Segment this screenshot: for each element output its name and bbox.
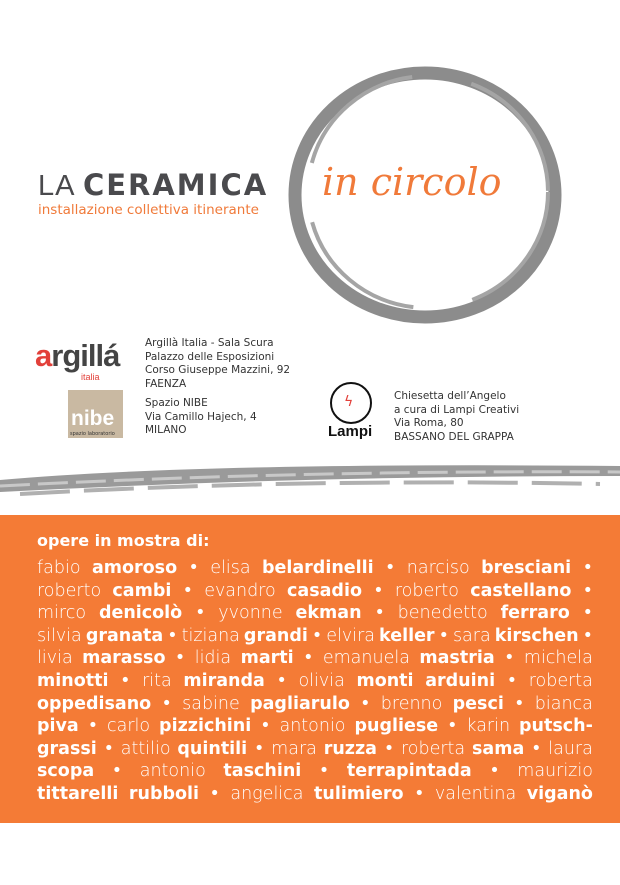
artist-surname: ruzza: [323, 738, 377, 759]
artist-surname: pizzichini: [159, 716, 252, 737]
artist-firstname: emanuela: [322, 648, 410, 669]
artist-firstname: karin: [466, 716, 511, 737]
artist-surname: grassi: [37, 738, 97, 759]
separator-bullet: •: [374, 603, 385, 624]
artist-surname: castellano: [470, 580, 572, 601]
separator-bullet: •: [87, 716, 99, 737]
artist-surname: taschini: [223, 761, 302, 782]
artist-line: [37, 783, 593, 806]
artist-firstname: benedetto: [397, 603, 488, 624]
artist-surname: monti: [356, 670, 414, 691]
artist-surname: pesci: [452, 693, 504, 714]
artist-firstname: roberta: [400, 738, 466, 759]
artist-firstname: valentina: [434, 783, 517, 804]
separator-bullet: •: [383, 738, 395, 759]
separator-bullet: •: [504, 648, 515, 669]
artist-surname: marti: [240, 648, 294, 669]
artist-firstname: sabine: [182, 693, 240, 714]
separator-bullet: •: [111, 761, 123, 782]
separator-bullet: •: [414, 783, 425, 804]
artist-firstname: roberto: [37, 580, 102, 601]
artist-surname: tulimiero: [314, 783, 404, 804]
address-line: a cura di Lampi Creativi: [394, 403, 520, 416]
artist-firstname: rita: [142, 670, 172, 691]
artist-line: [37, 557, 593, 580]
artist-surname: miranda: [183, 670, 265, 691]
artist-surname: cambi: [112, 580, 172, 601]
artist-surname: bresciani: [481, 558, 572, 578]
artist-surname: ferraro: [500, 603, 570, 624]
logo-sub: italia: [81, 372, 100, 382]
brush-circle-graphic: [0, 0, 620, 330]
artist-surname: oppedisano: [37, 693, 152, 714]
venue-argilla-address: [145, 337, 290, 391]
separator-bullet: •: [167, 625, 178, 646]
artist-line: [37, 625, 593, 648]
argilla-logo: argillá italia: [35, 338, 120, 382]
separator-bullet: •: [318, 761, 330, 782]
separator-bullet: •: [311, 625, 323, 646]
separator-bullet: •: [514, 693, 525, 714]
lampi-creativi-logo: [328, 382, 374, 440]
logo-text: nibe: [71, 407, 115, 430]
artist-firstname: mara: [271, 738, 317, 759]
separator-bullet: •: [174, 648, 186, 669]
address-line: Corso Giuseppe Mazzini, 92: [145, 364, 291, 376]
artist-line: [37, 715, 593, 738]
separator-bullet: •: [276, 670, 287, 691]
artist-firstname: bianca: [534, 693, 593, 714]
separator-bullet: •: [209, 783, 220, 804]
artists-panel: [0, 515, 620, 823]
artist-surname: pugliese: [354, 716, 439, 737]
artist-line: [37, 760, 593, 783]
artist-surname: keller: [379, 625, 435, 646]
artist-surname: mastria: [419, 648, 495, 669]
separator-bullet: •: [195, 603, 206, 624]
artist-firstname: olivia: [298, 670, 345, 691]
artist-surname: scopa: [37, 761, 95, 782]
artist-surname: kirschen: [494, 625, 579, 646]
venue-nibe-address: [145, 397, 257, 438]
artist-line: [37, 670, 593, 693]
artists-list: [37, 557, 593, 806]
artist-line: [37, 602, 593, 625]
address-line: Argillà Italia - Sala Scura: [145, 337, 274, 349]
artist-surname: pagliarulo: [250, 693, 350, 714]
separator-bullet: •: [506, 670, 518, 691]
artist-surname: minotti: [37, 670, 109, 691]
artist-firstname: tiziana: [181, 625, 240, 646]
artist-firstname: narciso: [406, 558, 470, 578]
separator-bullet: •: [582, 625, 593, 646]
artist-line: [37, 693, 593, 716]
artist-firstname: laura: [548, 738, 593, 759]
artist-firstname: lidia: [194, 648, 232, 669]
artist-surname: piva: [37, 716, 79, 737]
artist-surname: amoroso: [91, 558, 178, 578]
separator-bullet: •: [303, 648, 314, 669]
logo-sub: spazio laboratorio: [70, 431, 115, 437]
artist-firstname: evandro: [204, 580, 276, 601]
artist-surname: marasso: [82, 648, 166, 669]
title-prefix: LA: [38, 170, 74, 202]
artist-firstname: mirco: [37, 603, 87, 624]
artist-surname: terrapintada: [346, 761, 472, 782]
separator-bullet: •: [254, 738, 265, 759]
artist-firstname: michela: [523, 648, 593, 669]
artist-firstname: angelica: [230, 783, 304, 804]
address-line: FAENZA: [145, 377, 187, 390]
artist-surname: arduini: [425, 670, 496, 691]
artist-firstname: attilio: [120, 738, 171, 759]
subtitle: installazione collettiva itinerante: [38, 202, 259, 218]
artist-surname: granata: [85, 625, 164, 646]
artist-firstname: fabio: [37, 558, 81, 578]
artist-surname: belardinelli: [261, 558, 374, 578]
artist-surname: grandi: [243, 625, 308, 646]
artist-surname: ekman: [295, 603, 362, 624]
artist-firstname: roberto: [394, 580, 459, 601]
brush-stroke-graphic: [0, 450, 620, 510]
artist-firstname: elvira: [326, 625, 376, 646]
artist-surname: rubboli: [128, 783, 200, 804]
title: [38, 170, 268, 201]
separator-bullet: •: [582, 558, 593, 578]
artist-surname: quintili: [177, 738, 248, 759]
artist-firstname: antonio: [279, 716, 346, 737]
address-line: Spazio NIBE: [145, 397, 208, 409]
separator-bullet: •: [120, 670, 131, 691]
artist-line: [37, 738, 593, 761]
artist-line: [37, 580, 593, 603]
separator-bullet: •: [447, 716, 458, 737]
address-line: Via Camillo Hajech, 4: [145, 410, 257, 423]
artist-firstname: carlo: [106, 716, 151, 737]
artist-surname: viganò: [526, 783, 593, 804]
artist-firstname: silvia: [37, 625, 82, 646]
separator-bullet: •: [489, 761, 500, 782]
artist-firstname: brenno: [380, 693, 443, 714]
artist-firstname: livia: [37, 648, 73, 669]
address-line: Palazzo delle Esposizioni: [145, 350, 275, 363]
artist-line: [37, 647, 593, 670]
artists-heading: opere in mostra di:: [37, 531, 210, 550]
artist-surname: sama: [471, 738, 525, 759]
venue-lampi-address: [394, 390, 519, 444]
separator-bullet: •: [438, 625, 449, 646]
separator-bullet: •: [260, 716, 271, 737]
artist-surname: casadio: [287, 580, 362, 601]
artist-surname: putsch-: [519, 716, 593, 737]
separator-bullet: •: [188, 558, 199, 578]
artist-firstname: maurizio: [517, 761, 593, 782]
artist-firstname: roberta: [528, 670, 593, 691]
title-main: CERAMICA: [82, 168, 269, 202]
nibe-logo: [68, 390, 123, 438]
separator-bullet: •: [582, 603, 593, 624]
separator-bullet: •: [103, 738, 114, 759]
address-line: MILANO: [145, 424, 187, 436]
separator-bullet: •: [385, 558, 396, 578]
artist-firstname: yvonne: [218, 603, 283, 624]
artist-surname: denicolò: [98, 603, 183, 624]
separator-bullet: •: [373, 580, 384, 601]
artist-firstname: antonio: [139, 761, 206, 782]
artist-firstname: elisa: [210, 558, 251, 578]
separator-bullet: •: [360, 693, 371, 714]
separator-bullet: •: [182, 580, 193, 601]
artist-surname: tittarelli: [37, 783, 119, 804]
logo-text: Lampi: [328, 423, 373, 440]
address-line: Chiesetta dell’Angelo: [394, 390, 506, 402]
separator-bullet: •: [531, 738, 542, 759]
title-script: in circolo: [322, 160, 502, 204]
artist-firstname: sara: [452, 625, 491, 646]
address-line: Via Roma, 80: [394, 417, 464, 429]
address-line: BASSANO DEL GRAPPA: [394, 430, 514, 443]
lightning-icon: ϟ: [344, 394, 354, 410]
separator-bullet: •: [582, 580, 593, 601]
separator-bullet: •: [161, 693, 172, 714]
